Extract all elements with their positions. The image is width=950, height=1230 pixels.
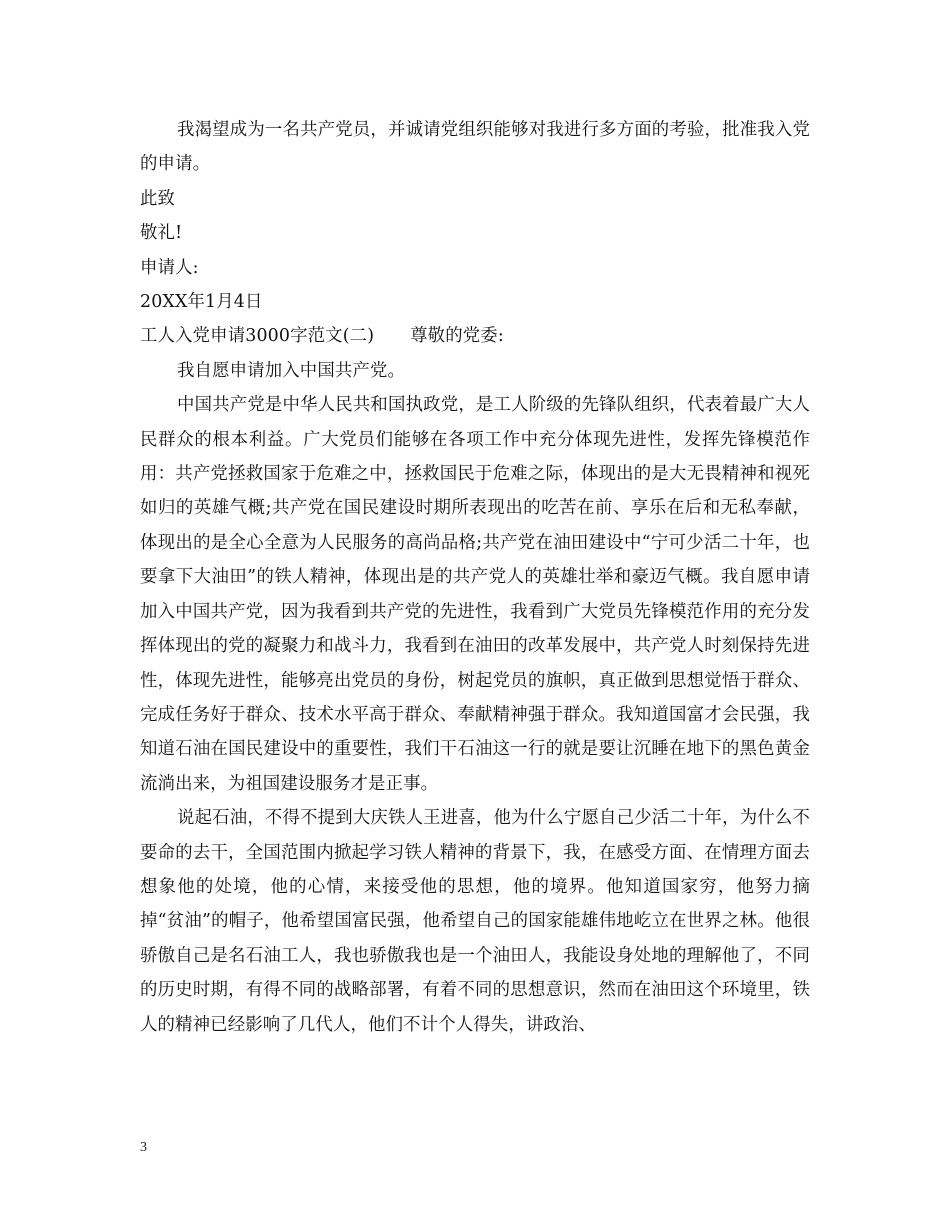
salutation-line-1: 此致	[140, 188, 176, 209]
closing-paragraph: 我渴望成为一名共产党员，并诚请党组织能够对我进行多方面的考验，批准我入党的申请。	[140, 120, 810, 175]
greeting: 尊敬的党委:	[410, 326, 504, 347]
application-date: 20XX年1月4日	[140, 292, 263, 313]
section-heading-line	[140, 319, 810, 353]
applicant-label: 申请人:	[140, 257, 199, 278]
body-paragraph-1: 中国共产党是中华人民共和国执政党，是工人阶级的先锋队组织，代表着最广大人民群众的根本利益。广大党员们能够在各项工作中充分体现先进性，发挥先锋模范作用：共产党拯救国家于危难之中，拯救国民于危难之际，体现出的是大无畏精神和视死如归的英雄气概;共产党在国民建设时期所表现出的吃苦在前、享乐在后和无私奉献，体现出的是全心全意为人民服务的高尚品格;共产党在油田建设中“宁可少活二十年，也要拿下大油田”的铁人精神，体现出是的共产党人的英雄壮举和豪迈气概。我自愿申请加入中国共产党，因为我看到共产党的先进性，我看到广大党员先锋模范作用的充分发挥体现出的党的凝聚力和战斗力，我看到在油田的改革发展中，共产党人时刻保持先进性，体现先进性，能够亮出党员的身份，树起党员的旗帜，真正做到思想觉悟于群众、完成任务好于群众、技术水平高于群众、奉献精神强于群众。我知道国富才会民强，我知道石油在国民建设中的重要性，我们干石油这一行的就是要让沉睡在地下的黑色黄金流淌出来，为祖国建设服务才是正事。	[140, 395, 810, 794]
salutation-line-2: 敬礼!	[140, 223, 183, 244]
intro-line: 我自愿申请加入中国共产党。	[177, 360, 406, 381]
section-title: 工人入党申请3000字范文(二)	[140, 326, 375, 347]
body-paragraph-2: 说起石油，不得不提到大庆铁人王进喜，他为什么宁愿自己少活二十年，为什么不要命的去干，全国范围内掀起学习铁人精神的背景下，我，在感受方面、在情理方面去想象他的处境，他的心情，来接受他的思想，他的境界。他知道国家穷，他努力摘掉“贫油”的帽子，他希望国富民强，他希望自己的国家能雄伟地屹立在世界之林。他很骄傲自己是名石油工人，我也骄傲我也是一个油田人，我能设身处地的理解他了，不同的历史时期，有得不同的战略部署，有着不同的思想意识，然而在油田这个环境里，铁人的精神已经影响了几代人，他们不计个人得失，讲政治、	[140, 808, 810, 1035]
page-number: 3	[140, 1140, 147, 1155]
document-body	[140, 113, 810, 1042]
